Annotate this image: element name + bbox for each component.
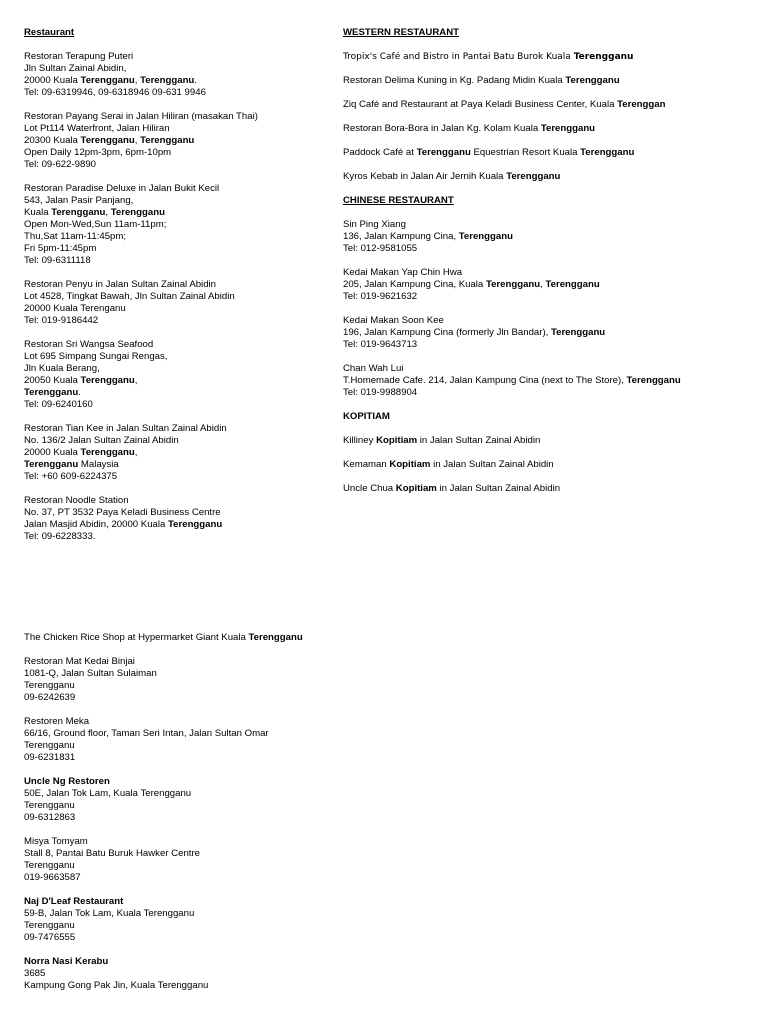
entry-line xyxy=(24,363,344,375)
text: Tel: 019-9988904 xyxy=(343,387,418,398)
text: 205, Jalan Kampung Cina, Kuala xyxy=(343,279,486,290)
restaurant-entry xyxy=(343,483,763,495)
entry-line xyxy=(24,908,344,920)
entry-line xyxy=(24,339,344,351)
text: 20300 Kuala xyxy=(24,135,81,146)
text: , xyxy=(105,207,111,218)
entry-line xyxy=(24,692,344,704)
text: 50E, Jalan Tok Lam, Kuala Terengganu xyxy=(24,788,192,799)
entry-line xyxy=(24,471,344,483)
entry-line xyxy=(343,327,763,339)
text: No. 136/2 Jalan Sultan Zainal Abidin xyxy=(24,435,179,446)
text: Restoran Paradise Deluxe in Jalan Bukit Kecil xyxy=(24,183,220,194)
entry-line xyxy=(24,920,344,932)
section-heading-kopitiam: KOPITIAM xyxy=(343,411,390,422)
text: 59-B, Jalan Tok Lam, Kuala Terengganu xyxy=(24,908,195,919)
bold-text: Terengganu xyxy=(506,171,561,182)
bottom-entries xyxy=(24,632,344,992)
entry-line xyxy=(24,860,344,872)
text: Kemaman xyxy=(343,459,390,470)
text: in Jalan Sultan Zainal Abidin xyxy=(417,435,541,446)
entry-line xyxy=(24,183,344,195)
text: Jln Kuala Berang, xyxy=(24,363,100,374)
entry-line xyxy=(24,75,344,87)
restaurant-entry xyxy=(343,219,763,255)
entry-line xyxy=(24,375,344,387)
text: Restoran Bora-Bora in Jalan Kg. Kolam Kuala xyxy=(343,123,541,134)
text: Kampung Gong Pak Jin, Kuala Terengganu xyxy=(24,980,209,991)
text: Restoran Delima Kuning in Kg. Padang Midin Kuala xyxy=(343,75,566,86)
text: 20000 Kuala xyxy=(24,75,81,86)
text: No. 37, PT 3532 Paya Keladi Business Centre xyxy=(24,507,221,518)
text: 66/16, Ground floor, Taman Seri Intan, Jalan Sultan Omar xyxy=(24,728,269,739)
chinese-entries xyxy=(343,219,763,399)
text: Tropix's Café and Bistro in Pantai Batu Burok Kuala xyxy=(343,52,574,62)
restaurant-entry xyxy=(24,111,344,171)
entry-line xyxy=(343,279,763,291)
restaurant-entry xyxy=(343,459,763,471)
bold-text: Terengganu xyxy=(580,147,635,158)
text: 09-7476555 xyxy=(24,932,76,943)
text: Kedai Makan Soon Kee xyxy=(343,315,444,326)
bold-text: Kopitiam xyxy=(389,459,431,470)
entry-line xyxy=(24,435,344,447)
restaurant-entry xyxy=(24,51,344,99)
entry-line xyxy=(343,243,763,255)
entry-line xyxy=(24,812,344,824)
text: Terengganu xyxy=(24,920,75,931)
entry-line xyxy=(343,291,763,303)
text: Misya Tomyam xyxy=(24,836,88,847)
entry-line xyxy=(24,531,344,543)
text: Terengganu xyxy=(24,860,75,871)
entry-line xyxy=(24,800,344,812)
entry-line xyxy=(24,207,344,219)
text: 196, Jalan Kampung Cina (formerly Jln Bandar), xyxy=(343,327,551,338)
entry-line xyxy=(24,656,344,668)
restaurant-entry xyxy=(24,836,344,884)
text: Terengganu xyxy=(24,680,75,691)
text: in Jalan Sultan Zainal Abidin xyxy=(430,459,554,470)
text: Kyros Kebab in Jalan Air Jernih Kuala xyxy=(343,171,507,182)
entry-line xyxy=(24,632,344,644)
text: 20050 Kuala xyxy=(24,375,81,386)
text: . xyxy=(194,75,197,86)
entry-line xyxy=(24,776,344,788)
bold-text: Terengganu xyxy=(416,147,471,158)
restaurant-list-right xyxy=(343,27,763,507)
entry-line xyxy=(24,459,344,471)
restaurant-entry xyxy=(24,632,344,644)
text: Restoran Payang Serai in Jalan Hiliran (masakan Thai) xyxy=(24,111,258,122)
bold-text: Kopitiam xyxy=(395,483,437,494)
entry-line xyxy=(24,195,344,207)
entry-line xyxy=(24,399,344,411)
text: Tel: 012-9581055 xyxy=(343,243,418,254)
restaurant-entry xyxy=(343,267,763,303)
text: Kedai Makan Yap Chin Hwa xyxy=(343,267,463,278)
bold-text: Terengganu xyxy=(80,75,135,86)
restaurant-entry xyxy=(24,776,344,824)
entry-line xyxy=(24,680,344,692)
text: The Chicken Rice Shop at Hypermarket Giant Kuala xyxy=(24,632,249,643)
entry-line xyxy=(343,219,763,231)
bold-text: Terenggan xyxy=(617,99,666,110)
kopitiam-entries xyxy=(343,435,763,495)
entry-line xyxy=(343,231,763,243)
text: Terengganu xyxy=(24,800,75,811)
restaurant-entry xyxy=(24,956,344,992)
restaurant-entry xyxy=(24,183,344,267)
text: 09-6312863 xyxy=(24,812,76,823)
restaurant-entry xyxy=(24,279,344,327)
section-heading-restaurant: Restaurant xyxy=(24,27,75,38)
entry-line xyxy=(24,147,344,159)
restaurant-entry xyxy=(343,147,763,159)
section-heading-chinese: CHINESE RESTAURANT xyxy=(343,195,454,206)
text: 3685 xyxy=(24,968,46,979)
western-entries xyxy=(343,51,763,183)
entry-line xyxy=(24,303,344,315)
bold-text: Terengganu xyxy=(485,279,541,290)
entry-line xyxy=(24,123,344,135)
text: Lot 695 Simpang Sungai Rengas, xyxy=(24,351,168,362)
entry-line xyxy=(24,447,344,459)
text: Open Mon-Wed,Sun 11am-11pm; xyxy=(24,219,167,230)
text: Uncle Chua xyxy=(343,483,396,494)
entry-line xyxy=(24,231,344,243)
bold-text: Terengganu xyxy=(248,632,303,643)
entry-line xyxy=(24,836,344,848)
text: 1081-Q, Jalan Sultan Sulaiman xyxy=(24,668,157,679)
text: 20000 Kuala xyxy=(24,447,81,458)
entry-line xyxy=(24,291,344,303)
text: in Jalan Sultan Zainal Abidin xyxy=(436,483,561,494)
text: Chan Wah Lui xyxy=(343,363,404,374)
text: 09-6242639 xyxy=(24,692,76,703)
restaurant-entry xyxy=(24,896,344,944)
text: Tel: 09-6228333. xyxy=(24,531,96,542)
entry-line xyxy=(24,848,344,860)
bold-text: Terengganu xyxy=(140,75,195,86)
entry-line xyxy=(24,387,344,399)
text: Tel: 09-622-9890 xyxy=(24,159,97,170)
text: Paddock Café at xyxy=(343,147,417,158)
text: Tel: 019-9643713 xyxy=(343,339,418,350)
bold-text: Terengganu xyxy=(24,387,79,398)
restaurant-entry xyxy=(24,716,344,764)
text: 20000 Kuala Terenganu xyxy=(24,303,126,314)
text: 019-9663587 xyxy=(24,872,81,883)
text: Tel: 09-6240160 xyxy=(24,399,93,410)
left-entries xyxy=(24,51,344,543)
text: Restoran Penyu in Jalan Sultan Zainal Abidin xyxy=(24,279,216,290)
entry-line xyxy=(24,87,344,99)
text: Restoran Mat Kedai Binjai xyxy=(24,656,135,667)
text: Jalan Masjid Abidin, 20000 Kuala xyxy=(24,519,169,530)
restaurant-list-left xyxy=(24,27,344,555)
text: Thu,Sat 11am-11:45pm; xyxy=(24,231,127,242)
text: Restoran Noodle Station xyxy=(24,495,129,506)
bold-text: Terengganu xyxy=(545,279,600,290)
text: . xyxy=(78,387,81,398)
restaurant-entry xyxy=(343,363,763,399)
text: , xyxy=(134,135,141,146)
entry-line xyxy=(24,519,344,531)
bold-text: Kopitiam xyxy=(376,435,418,446)
entry-line xyxy=(343,339,763,351)
text: Killiney xyxy=(343,435,377,446)
text: Restoran Terapung Puteri xyxy=(24,51,134,62)
bold-text: Naj D'Leaf Restaurant xyxy=(24,896,124,907)
restaurant-entry xyxy=(24,423,344,483)
text: Restoren Meka xyxy=(24,716,90,727)
entry-line xyxy=(24,423,344,435)
text: Open Daily 12pm-3pm, 6pm-10pm xyxy=(24,147,172,158)
restaurant-entry xyxy=(24,495,344,543)
bold-text: Terengganu xyxy=(80,375,135,386)
entry-line xyxy=(343,387,763,399)
bold-text: Terengganu xyxy=(80,135,135,146)
text: Terengganu xyxy=(24,740,75,751)
entry-line xyxy=(343,267,763,279)
text: , xyxy=(134,375,138,386)
entry-line xyxy=(24,872,344,884)
entry-line xyxy=(24,243,344,255)
entry-line xyxy=(24,279,344,291)
text: , xyxy=(134,447,138,458)
entry-line xyxy=(24,932,344,944)
text: Jln Sultan Zainal Abidin, xyxy=(24,63,127,74)
entry-line xyxy=(24,740,344,752)
entry-line xyxy=(24,507,344,519)
entry-line xyxy=(24,495,344,507)
entry-line xyxy=(24,968,344,980)
text: Ziq Café and Restaurant at Paya Keladi Business Center, Kuala xyxy=(343,99,618,110)
bold-text: Terengganu xyxy=(626,375,681,386)
entry-line xyxy=(24,752,344,764)
bold-text: Terengganu xyxy=(24,459,79,470)
entry-line xyxy=(343,363,763,375)
bold-text: Terengganu xyxy=(168,519,223,530)
bold-text: Uncle Ng Restoren xyxy=(24,776,110,787)
entry-line xyxy=(24,980,344,992)
bold-text: Terengganu xyxy=(110,207,165,218)
text: Lot Pt114 Waterfront, Jalan Hiliran xyxy=(24,123,170,134)
restaurant-entry xyxy=(343,99,763,111)
text: Restoran Sri Wangsa Seafood xyxy=(24,339,154,350)
restaurant-entry xyxy=(24,339,344,411)
text: Equestrian Resort Kuala xyxy=(470,147,581,158)
text: Sin Ping Xiang xyxy=(343,219,406,230)
bold-text: Terengganu xyxy=(550,327,606,338)
entry-line xyxy=(24,111,344,123)
section-heading-western: WESTERN RESTAURANT xyxy=(343,27,460,38)
entry-line xyxy=(24,219,344,231)
text: Tel: 09-6311118 xyxy=(24,255,91,266)
bold-text: Norra Nasi Kerabu xyxy=(24,956,109,967)
entry-line xyxy=(343,375,763,387)
text: Tel: 019-9186442 xyxy=(24,315,99,326)
text: 136, Jalan Kampung Cina, xyxy=(343,231,459,242)
text: Stall 8, Pantai Batu Buruk Hawker Centre xyxy=(24,848,200,859)
entry-line xyxy=(24,668,344,680)
text: Fri 5pm-11:45pm xyxy=(24,243,97,254)
bold-text: Terengganu xyxy=(540,123,596,134)
text: 09-6231831 xyxy=(24,752,76,763)
entry-line xyxy=(24,255,344,267)
text: Lot 4528, Tingkat Bawah, Jln Sultan Zainal Abidin xyxy=(24,291,235,302)
entry-line xyxy=(24,716,344,728)
bold-text: Terengganu xyxy=(458,231,513,242)
entry-line xyxy=(24,956,344,968)
restaurant-entry xyxy=(343,123,763,135)
text: Malaysia xyxy=(78,459,119,470)
text: , xyxy=(540,279,546,290)
bold-text: Terengganu xyxy=(140,135,195,146)
restaurant-entry xyxy=(343,315,763,351)
entry-line xyxy=(343,315,763,327)
bold-text: Terengganu xyxy=(565,75,620,86)
entry-line xyxy=(24,159,344,171)
text: , xyxy=(134,75,141,86)
entry-line xyxy=(24,63,344,75)
text: T.Homemade Cafe. 214, Jalan Kampung Cina (next to The Store), xyxy=(343,375,627,386)
entry-line xyxy=(24,728,344,740)
entry-line xyxy=(24,788,344,800)
restaurant-entry xyxy=(24,656,344,704)
entry-line xyxy=(24,51,344,63)
bold-text: Terengganu xyxy=(80,447,135,458)
restaurant-entry xyxy=(343,171,763,183)
restaurant-list-bottom xyxy=(24,632,344,1004)
restaurant-entry xyxy=(343,435,763,447)
entry-line xyxy=(24,135,344,147)
text: 543, Jalan Pasir Panjang, xyxy=(24,195,134,206)
restaurant-entry xyxy=(343,75,763,87)
entry-line xyxy=(24,351,344,363)
text: Tel: 09-6319946, 09-6318946 09-631 9946 xyxy=(24,87,206,98)
bold-text: Terengganu xyxy=(573,52,634,62)
text: Kuala xyxy=(24,207,52,218)
bold-text: Terengganu xyxy=(51,207,106,218)
text: Tel: 019-9621632 xyxy=(343,291,418,302)
restaurant-entry xyxy=(343,51,763,63)
entry-line xyxy=(24,315,344,327)
entry-line xyxy=(24,896,344,908)
text: Tel: +60 609-6224375 xyxy=(24,471,118,482)
text: Restoran Tian Kee in Jalan Sultan Zainal Abidin xyxy=(24,423,227,434)
